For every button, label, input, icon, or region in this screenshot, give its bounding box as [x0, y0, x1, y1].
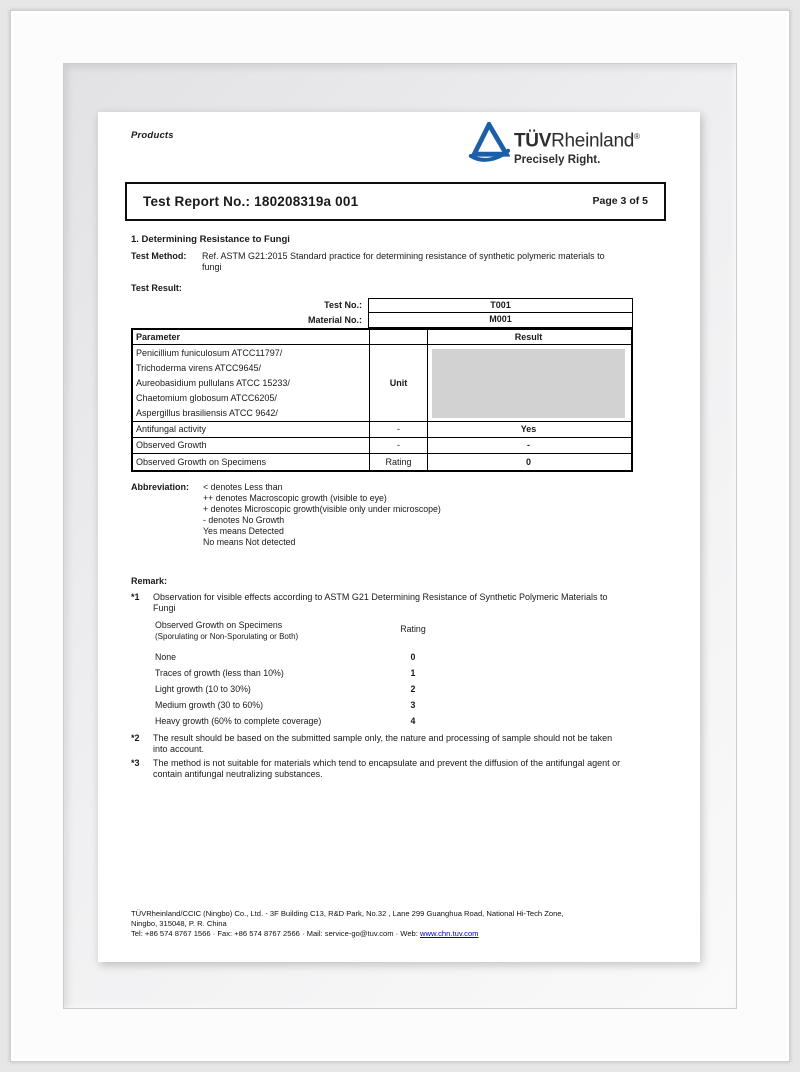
report-title: Test Report No.: 180208319a 001 [143, 194, 359, 209]
organism-line: Chaetomium globosum ATCC6205/ [136, 392, 277, 403]
remark-text: The result should be based on the submitted sample only, the nature and processing of sample should not be taken into account. [153, 733, 613, 754]
report-number-bar [125, 182, 666, 221]
table-row [133, 422, 631, 438]
abbreviation-item: + denotes Microscopic growth(visible only under microscope) [203, 504, 441, 514]
organisms-row [133, 345, 631, 422]
rating-value: 3 [410, 699, 416, 710]
rating-table-header [155, 620, 485, 642]
abbreviation-item: ++ denotes Macroscopic growth (visible to eye) [203, 493, 387, 503]
rating-table [155, 620, 485, 729]
material-no-label: Material No.: [307, 315, 362, 325]
unit-cell: - [370, 438, 428, 453]
unit-cell: - [370, 422, 428, 437]
unit-cell: Unit [370, 345, 428, 421]
test-report-page [98, 112, 700, 962]
rating-row [155, 697, 485, 713]
test-no-row [131, 298, 633, 313]
result-table [131, 298, 633, 472]
rating-value: 4 [410, 715, 416, 726]
rating-value: 1 [410, 667, 416, 678]
rating-row [155, 713, 485, 729]
brand-tagline: Precisely Right. [514, 154, 601, 167]
rating-label: Light growth (10 to 30%) [155, 683, 251, 694]
rating-header-line2: (Sporulating or Non-Sporulating or Both) [155, 632, 299, 641]
organisms-list [133, 345, 370, 421]
table-header-row [133, 330, 631, 345]
result-grid [131, 328, 633, 472]
page-indicator: Page 3 of 5 [592, 195, 648, 207]
unit-cell: Rating [370, 454, 428, 470]
organism-line: Trichoderma virens ATCC9645/ [136, 362, 262, 373]
footer-contact-text: Tel: +86 574 8767 1566 · Fax: +86 574 8767 2566 · Mail: service-go@tuv.com · Web: [131, 929, 420, 938]
abbreviation-item: < denotes Less than [203, 482, 283, 492]
tuv-logo-text [514, 126, 640, 166]
parameter-cell: Observed Growth [133, 438, 370, 453]
abbreviation-item: No means Not detected [203, 537, 296, 547]
tuv-triangle-logo-icon [468, 122, 510, 162]
rating-label: Traces of growth (less than 10%) [155, 667, 284, 678]
abbreviation-list [203, 482, 441, 548]
rating-label: None [155, 651, 177, 662]
section-heading: 1. Determining Resistance to Fungi [131, 234, 290, 245]
abbreviation-label: Abbreviation: [131, 482, 190, 492]
result-cell: 0 [525, 456, 531, 467]
rating-criteria-header [155, 620, 383, 642]
rating-label: Heavy growth (60% to complete coverage) [155, 715, 322, 726]
rating-value: 0 [410, 651, 416, 662]
footer [131, 909, 676, 939]
result-header: Result [514, 331, 543, 342]
footer-address-line2: Ningbo, 315048, P. R. China [131, 919, 227, 928]
result-cell: - [527, 440, 530, 450]
brand-name: TÜVRheinland® [514, 130, 640, 152]
registered-mark: ® [633, 132, 640, 141]
remark-marker: *3 [131, 758, 140, 768]
table-row [133, 438, 631, 454]
remark-marker: *1 [131, 592, 140, 602]
footer-contact-line [131, 929, 676, 939]
remark-marker: *2 [131, 733, 140, 743]
rating-column-header: Rating [400, 624, 426, 634]
abbreviation-item: Yes means Detected [203, 526, 284, 536]
parameter-cell: Observed Growth on Specimens [133, 454, 370, 470]
rating-row [155, 681, 485, 697]
footer-web-link[interactable]: www.chn.tuv.com [419, 929, 479, 938]
organism-line: Aspergillus brasiliensis ATCC 9642/ [136, 407, 278, 418]
result-cell: Yes [520, 424, 537, 434]
test-no-label: Test No.: [324, 300, 362, 310]
test-no-value: T001 [368, 298, 633, 313]
test-method-label: Test Method: [131, 251, 187, 261]
shaded-area [432, 349, 625, 418]
material-no-row [131, 313, 633, 328]
test-method-value: Ref. ASTM G21:2015 Standard practice for determining resistance of synthetic polymeric materials to fungi [202, 251, 605, 272]
table-row [133, 454, 631, 470]
rating-row [155, 665, 485, 681]
unit-header-empty [370, 330, 428, 344]
abbreviation-item: - denotes No Growth [203, 515, 285, 525]
organism-line: Penicillium funiculosum ATCC11797/ [136, 347, 283, 358]
footer-address-line1: TÜVRheinland/CCIC (Ningbo) Co., Ltd. - 3F Building C13, R&D Park, No.32 , Lane 299 Guanghua Road, National Hi-Tech Zone, [131, 909, 564, 918]
parameter-header: Parameter [133, 330, 370, 344]
test-result-label: Test Result: [131, 283, 182, 293]
rating-header-line1: Observed Growth on Specimens [155, 620, 283, 630]
rating-value: 2 [410, 683, 416, 694]
remark-heading: Remark: [131, 576, 168, 586]
products-label: Products [131, 130, 174, 141]
remark-text: Observation for visible effects according to ASTM G21 Determining Resistance of Synthetic Polymeric Materials to Fungi [153, 592, 608, 613]
remark-text: The method is not suitable for materials which tend to encapsulate and prevent the diffusion of the antifungal agent or contain antifungal neutralizing substances. [153, 758, 621, 779]
material-no-value: M001 [368, 313, 633, 328]
rating-row [155, 649, 485, 665]
rating-label: Medium growth (30 to 60%) [155, 699, 264, 710]
shaded-result-cell [428, 345, 629, 421]
parameter-cell: Antifungal activity [133, 422, 370, 437]
organism-line: Aureobasidium pullulans ATCC 15233/ [136, 377, 290, 388]
